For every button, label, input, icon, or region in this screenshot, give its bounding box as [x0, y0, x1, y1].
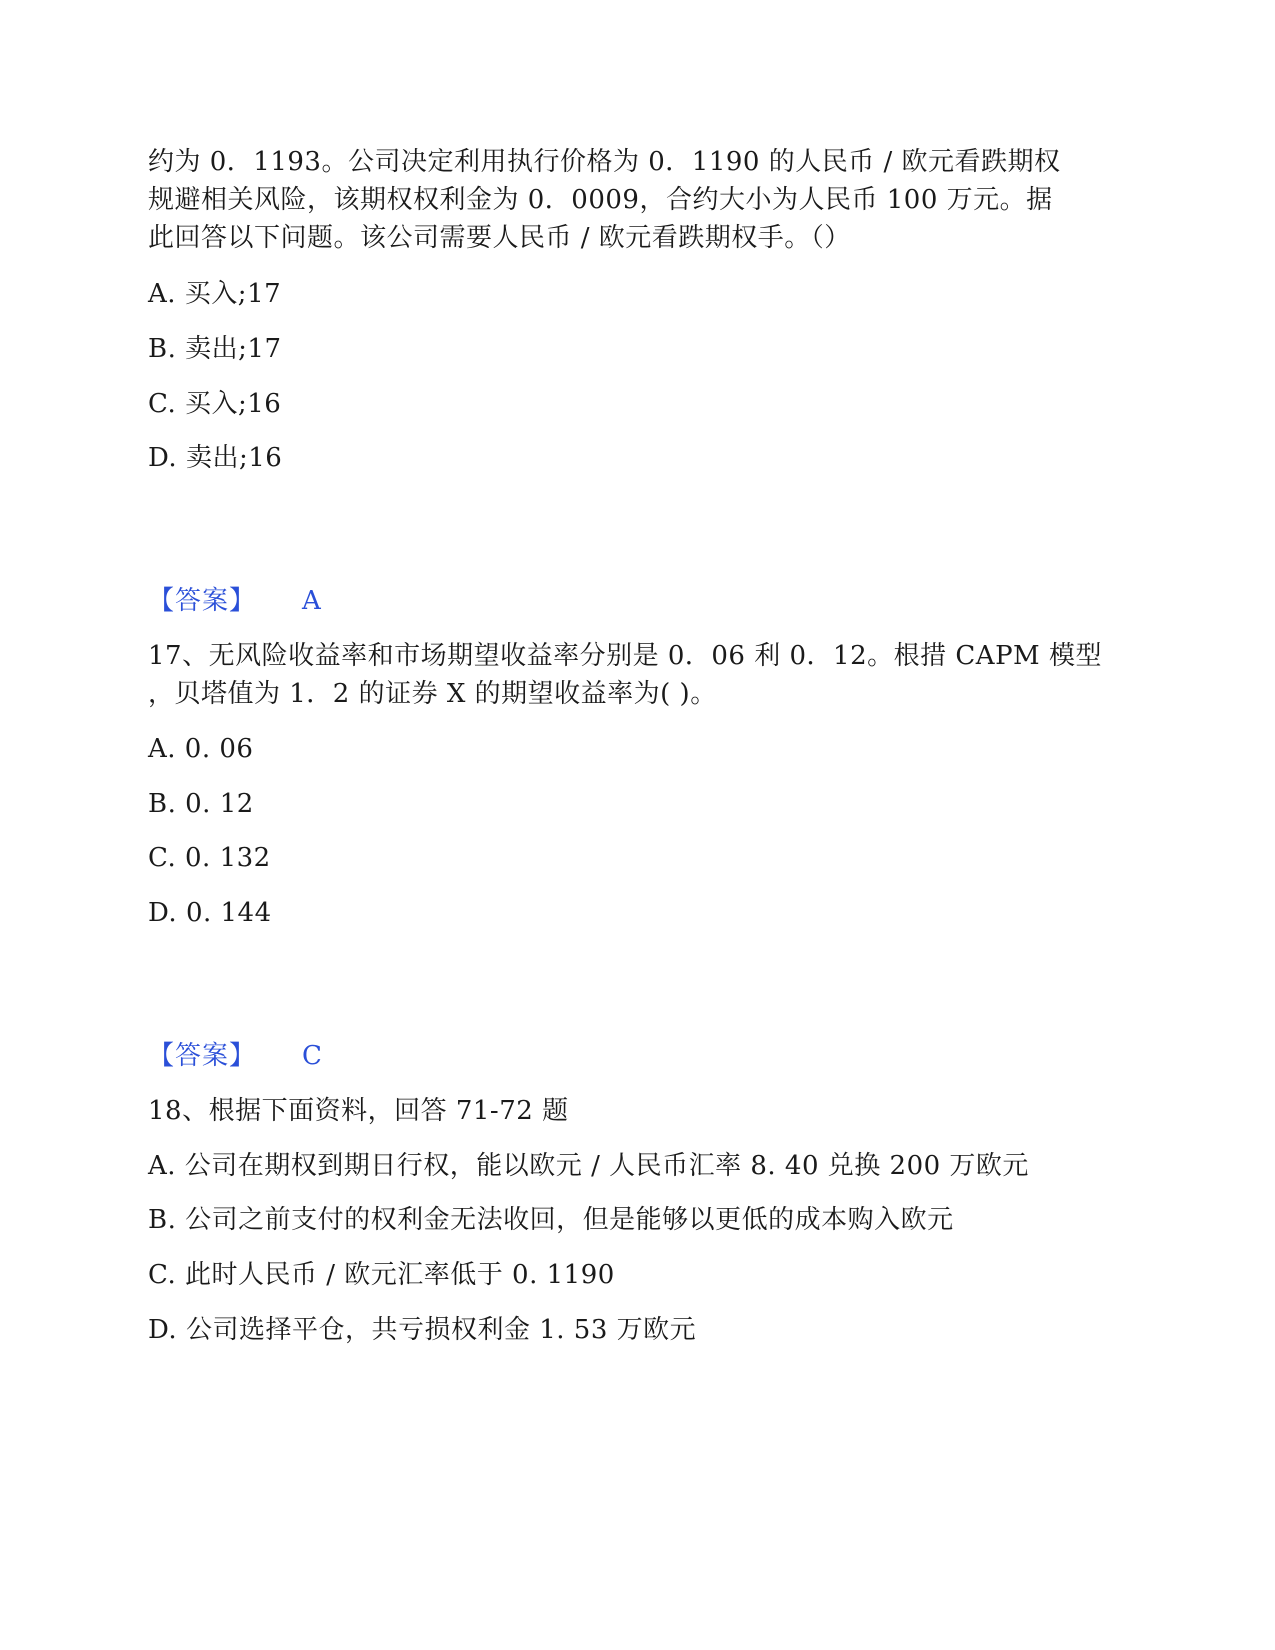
- question-16-stem-line-2: 规避相关风险，该期权权利金为 0．0009，合约大小为人民币 100 万元。据: [148, 185, 1053, 215]
- answer-label: 【答案】: [148, 1041, 257, 1071]
- question-16-stem-line-3: 此回答以下问题。该公司需要人民币 / 欧元看跌期权手。（）: [148, 223, 851, 253]
- question-17-answer: [148, 1040, 322, 1072]
- question-18-option-b: B. 公司之前支付的权利金无法收回，但是能够以更低的成本购入欧元: [148, 1205, 954, 1235]
- question-17-option-b: B. 0. 12: [148, 789, 254, 819]
- answer-value: C: [302, 1041, 322, 1071]
- question-18-stem-line-1: 18、根据下面资料，回答 71-72 题: [148, 1096, 569, 1126]
- question-18-option-a: A. 公司在期权到期日行权，能以欧元 / 人民币汇率 8. 40 兑换 200 万欧元: [148, 1151, 1029, 1181]
- question-17-option-d: D. 0. 144: [148, 898, 272, 928]
- question-17-option-a: A. 0. 06: [148, 734, 254, 764]
- question-17-stem-line-2: ，贝塔值为 1．2 的证券 X 的期望收益率为( )。: [148, 679, 717, 709]
- question-18-option-c: C. 此时人民币 / 欧元汇率低于 0. 1190: [148, 1260, 615, 1290]
- answer-value: A: [302, 586, 321, 616]
- question-16-option-d: D. 卖出;16: [148, 443, 283, 473]
- question-16-answer: [148, 585, 321, 617]
- question-18-option-d: D. 公司选择平仓，共亏损权利金 1. 53 万欧元: [148, 1315, 697, 1345]
- question-16-stem-line-1: 约为 0．1193。公司决定利用执行价格为 0．1190 的人民币 / 欧元看跌期权: [148, 147, 1061, 177]
- answer-label: 【答案】: [148, 586, 257, 616]
- question-16-option-a: A. 买入;17: [148, 279, 282, 309]
- question-16-option-b: B. 卖出;17: [148, 334, 282, 364]
- question-16-option-c: C. 买入;16: [148, 389, 282, 419]
- question-17-stem-line-1: 17、无风险收益率和市场期望收益率分别是 0．06 利 0．12。根措 CAPM 模型: [148, 641, 1102, 671]
- question-17-option-c: C. 0. 132: [148, 843, 271, 873]
